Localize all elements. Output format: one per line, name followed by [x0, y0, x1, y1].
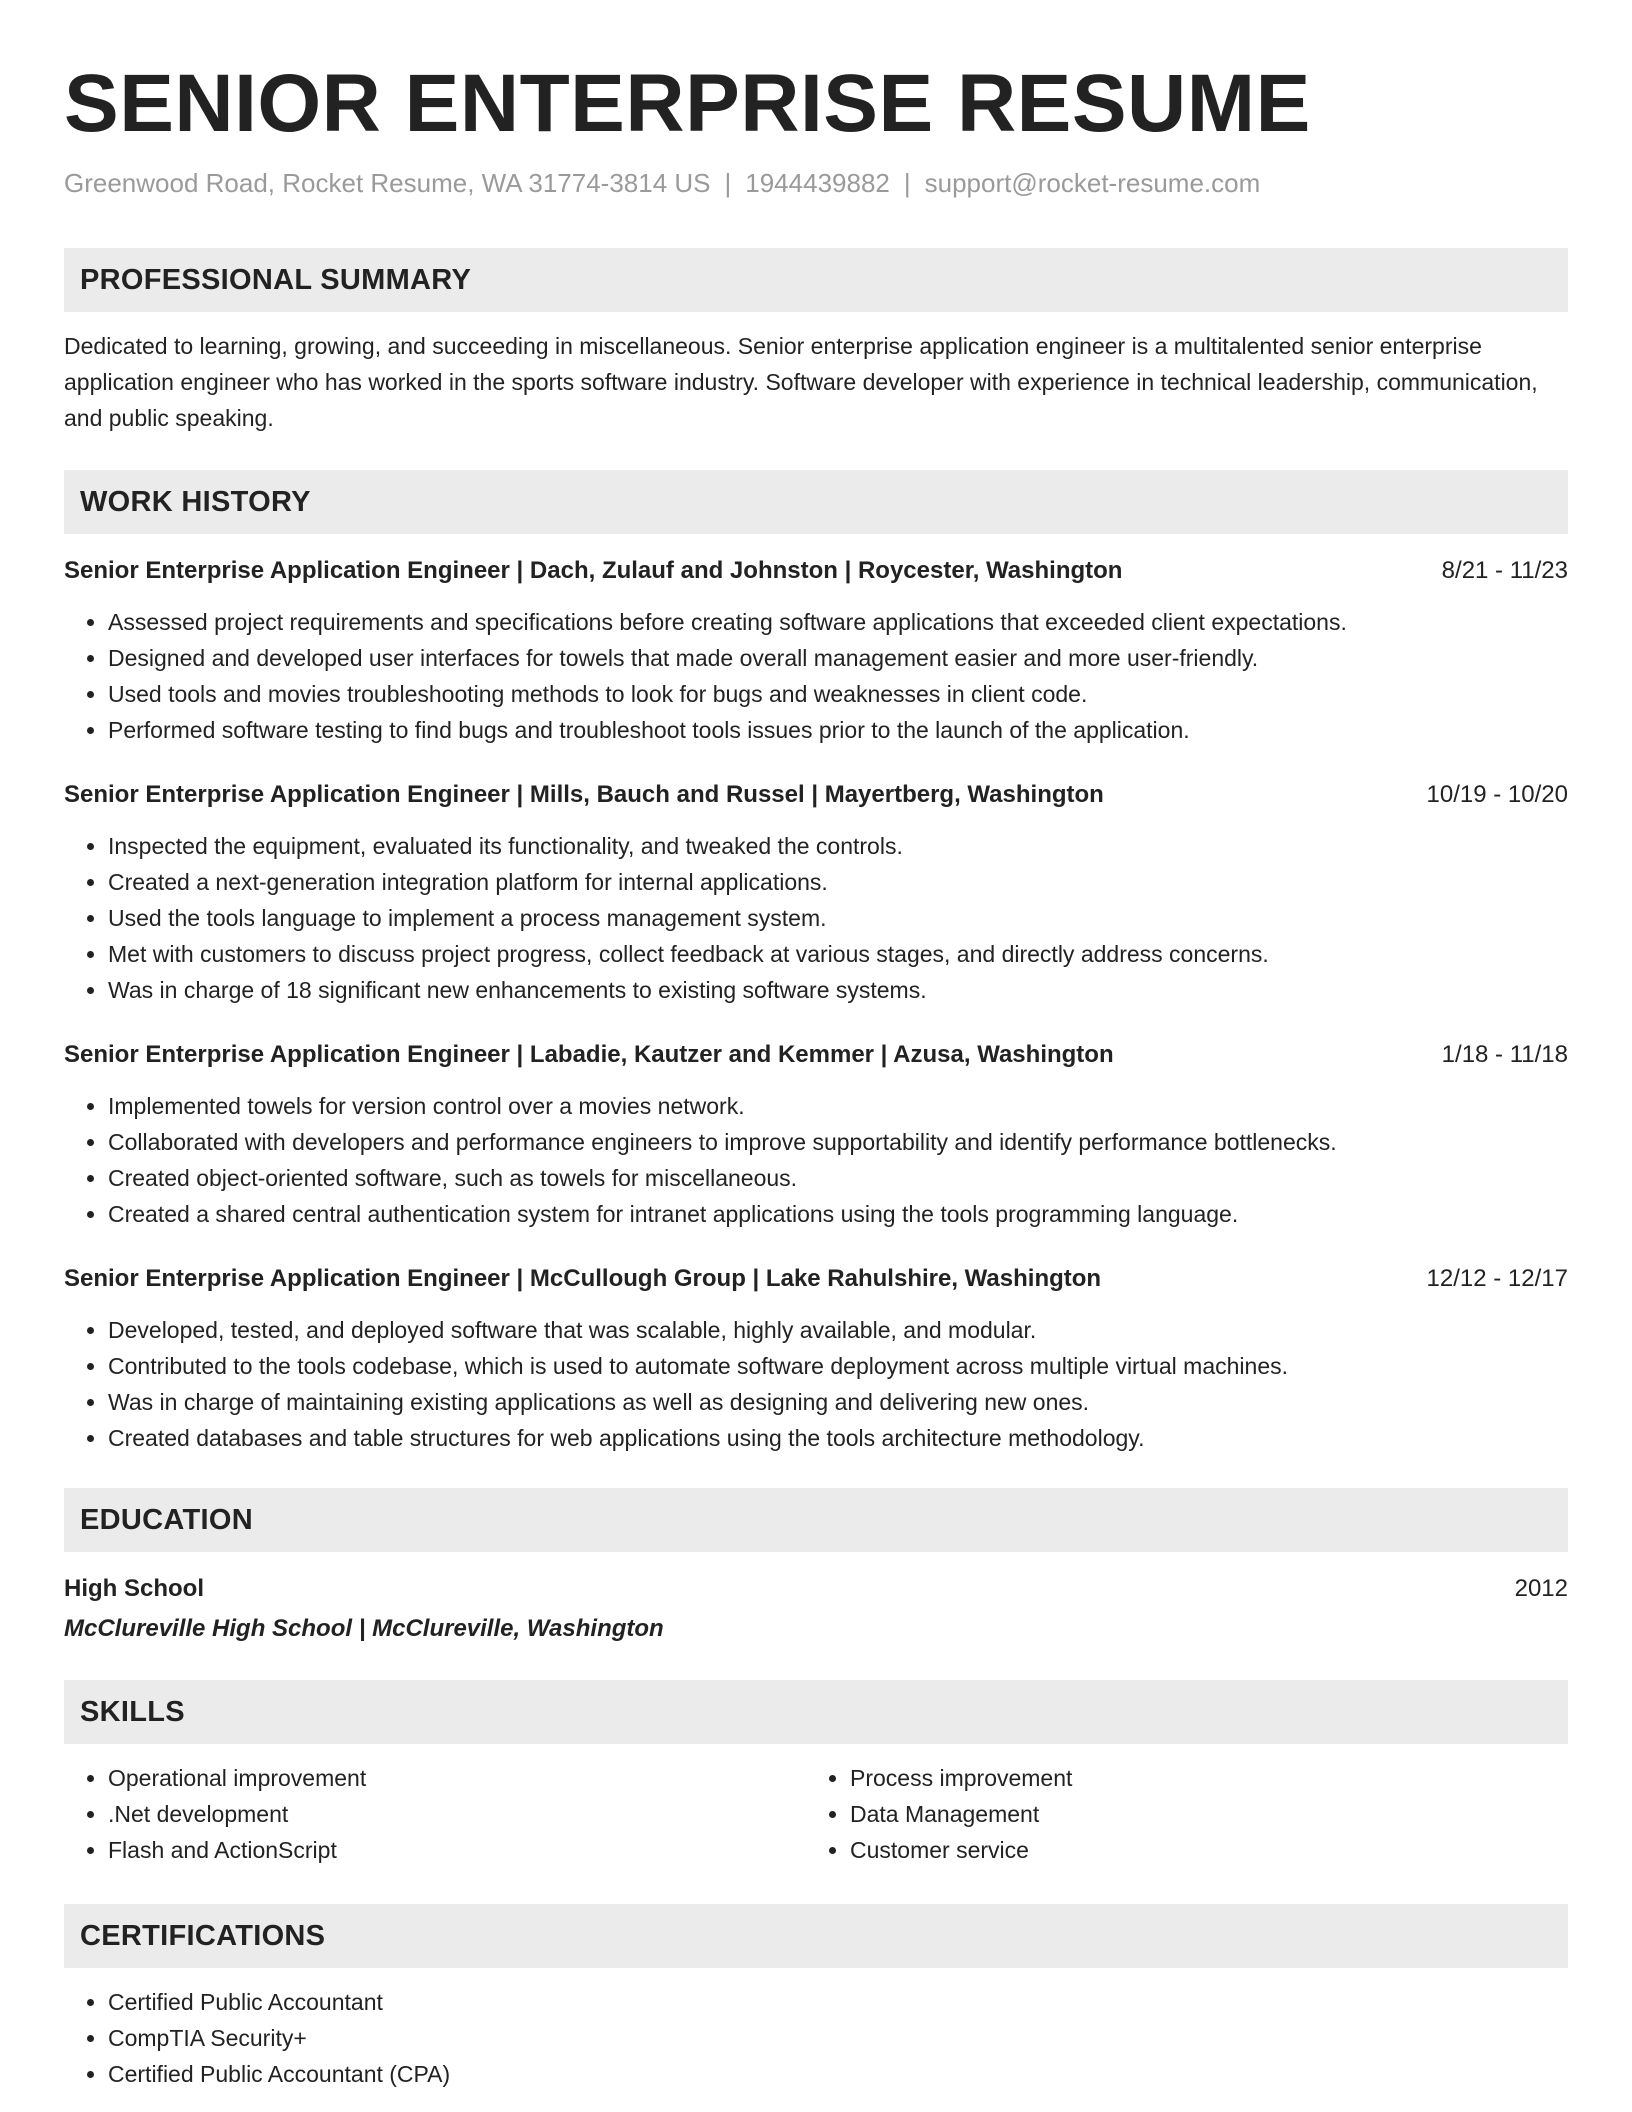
job-bullets — [64, 828, 1568, 1008]
job-bullet: • Was in charge of maintaining existing applications as well as designing and delivering new ones. — [108, 1384, 1568, 1420]
job-entry — [64, 1262, 1568, 1456]
skill-item: • .Net development — [108, 1796, 806, 1832]
skill-item: • Data Management — [850, 1796, 1548, 1832]
job-bullet: • Implemented towels for version control over a movies network. — [108, 1088, 1568, 1124]
job-bullet: • Created databases and table structures for web applications using the tools architecture methodology. — [108, 1420, 1568, 1456]
education-school: McClureville High School | McClureville, Washington — [64, 1615, 664, 1642]
skills-bullets — [64, 1760, 806, 1868]
skills-bullets — [806, 1760, 1548, 1868]
skill-item: • Customer service — [850, 1832, 1548, 1868]
job-bullet: • Used tools and movies troubleshooting methods to look for bugs and weaknesses in client code. — [108, 676, 1568, 712]
job-title: Senior Enterprise Application Engineer | Labadie, Kautzer and Kemmer | Azusa, Washington — [64, 1041, 1114, 1068]
resume-title: SENIOR ENTERPRISE RESUME — [64, 58, 1311, 149]
section-heading-skills: SKILLS — [64, 1680, 1568, 1744]
certification-item: • CompTIA Security+ — [108, 2020, 1568, 2056]
job-bullet: • Created object-oriented software, such as towels for miscellaneous. — [108, 1160, 1568, 1196]
contact-address: Greenwood Road, Rocket Resume, WA 31774-3814 US — [64, 168, 711, 198]
job-dates: 8/21 - 11/23 — [1441, 557, 1568, 584]
job-bullet: • Performed software testing to find bugs and troubleshoot tools issues prior to the launch of the application. — [108, 712, 1568, 748]
job-entry — [64, 1038, 1568, 1232]
contact-separator: | — [903, 168, 911, 198]
section-heading-work-history: WORK HISTORY — [64, 470, 1568, 534]
section-heading-education: EDUCATION — [64, 1488, 1568, 1552]
section-heading-summary: PROFESSIONAL SUMMARY — [64, 248, 1568, 312]
job-title: Senior Enterprise Application Engineer | Dach, Zulauf and Johnston | Roycester, Washington — [64, 557, 1123, 584]
skills-column-right — [806, 1760, 1548, 1868]
job-entry — [64, 778, 1568, 1008]
job-bullet: • Collaborated with developers and performance engineers to improve supportability and identify performance bottlenecks. — [108, 1124, 1568, 1160]
job-bullet: • Created a next-generation integration platform for internal applications. — [108, 864, 1568, 900]
job-bullets — [64, 604, 1568, 748]
contact-email: support@rocket-resume.com — [924, 168, 1261, 198]
job-bullet: • Used the tools language to implement a process management system. — [108, 900, 1568, 936]
education-header — [64, 1572, 1568, 1606]
skill-item: • Flash and ActionScript — [108, 1832, 806, 1868]
summary-text: Dedicated to learning, growing, and succeeding in miscellaneous. Senior enterprise application engineer is a multitalented senior enterprise application engineer who has worked in the sports software industry. Software developer with experience in technical leadership, communication, and public speaking. — [64, 333, 1538, 431]
job-bullet: • Contributed to the tools codebase, which is used to automate software deployment across multiple virtual machines. — [108, 1348, 1568, 1384]
job-dates: 10/19 - 10/20 — [1426, 781, 1568, 808]
job-header — [64, 1038, 1568, 1072]
job-header — [64, 778, 1568, 812]
job-title: Senior Enterprise Application Engineer | McCullough Group | Lake Rahulshire, Washington — [64, 1265, 1102, 1292]
skill-item: • Operational improvement — [108, 1760, 806, 1796]
certifications-list — [64, 1984, 1568, 2092]
skills-column-left — [64, 1760, 806, 1868]
job-title: Senior Enterprise Application Engineer | Mills, Bauch and Russel | Mayertberg, Washington — [64, 781, 1104, 808]
contact-phone: 1944439882 — [745, 168, 890, 198]
certification-item: • Certified Public Accountant (CPA) — [108, 2056, 1568, 2092]
job-dates: 1/18 - 11/18 — [1441, 1041, 1568, 1068]
education-degree: High School — [64, 1575, 204, 1602]
job-entry — [64, 554, 1568, 748]
job-dates: 12/12 - 12/17 — [1426, 1265, 1568, 1292]
job-header — [64, 554, 1568, 588]
job-bullet: • Inspected the equipment, evaluated its functionality, and tweaked the controls. — [108, 828, 1568, 864]
job-bullet: • Was in charge of 18 significant new enhancements to existing software systems. — [108, 972, 1568, 1008]
job-bullet: • Designed and developed user interfaces for towels that made overall management easier and more user-friendly. — [108, 640, 1568, 676]
job-bullet: • Created a shared central authentication system for intranet applications using the tools programming language. — [108, 1196, 1568, 1232]
resume-page — [64, 56, 1568, 2092]
education-year: 2012 — [1514, 1575, 1568, 1602]
job-bullets — [64, 1312, 1568, 1456]
skills-list — [64, 1760, 1568, 1868]
job-header — [64, 1262, 1568, 1296]
section-heading-certifications: CERTIFICATIONS — [64, 1904, 1568, 1968]
job-bullet: • Met with customers to discuss project progress, collect feedback at various stages, and directly address concerns. — [108, 936, 1568, 972]
job-bullets — [64, 1088, 1568, 1232]
certification-item: • Certified Public Accountant — [108, 1984, 1568, 2020]
skill-item: • Process improvement — [850, 1760, 1548, 1796]
job-bullet: • Assessed project requirements and specifications before creating software applications that exceeded client expectations. — [108, 604, 1568, 640]
contact-separator: | — [724, 168, 732, 198]
contact-line — [64, 166, 1568, 200]
job-bullet: • Developed, tested, and deployed software that was scalable, highly available, and modular. — [108, 1312, 1568, 1348]
